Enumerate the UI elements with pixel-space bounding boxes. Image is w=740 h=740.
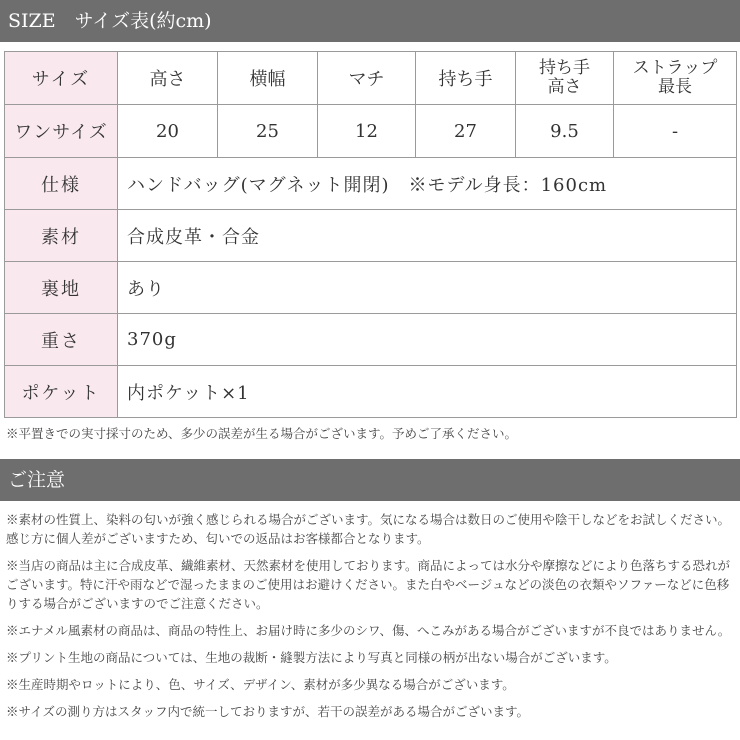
value-gusset: 12 <box>318 105 416 158</box>
caution-item: ※素材の性質上、染料の匂いが強く感じられる場合がございます。気になる場合は数日のご使用や陰干しなどをお試しください。感じ方に個人差がございますため、匂いでの返品はお客様都合となります。 <box>6 512 731 546</box>
material-label: 素材 <box>5 210 118 262</box>
weight-value: 370g <box>118 314 737 366</box>
table-row <box>5 210 737 262</box>
value-strap-max: - <box>614 105 737 158</box>
value-height: 20 <box>118 105 218 158</box>
value-handle: 27 <box>416 105 516 158</box>
size-header-label: サイズ <box>5 52 118 105</box>
col-handle-height <box>516 52 614 105</box>
measurement-note: ※平置きでの実寸採寸のため、多少の誤差が生る場合がございます。予めご了承ください。 <box>6 426 518 441</box>
caution-item: ※サイズの測り方はスタッフ内で統一しておりますが、若干の誤差がある場合がございます。 <box>6 704 530 719</box>
size-spec-table <box>4 51 737 418</box>
caution-item: ※当店の商品は主に合成皮革、繊維素材、天然素材を使用しております。商品によっては水分や摩擦などにより色落ちする恐れがございます。特に汗や雨などで湿ったままのご使用はお避けください。また白やベージュなどの淡色の衣類やソファーなどに色移りする場合がございますのでご注意ください。 <box>6 558 731 611</box>
col-handle: 持ち手 <box>416 52 516 105</box>
size-section-header <box>0 0 740 42</box>
caution-section-title: ご注意 <box>8 468 66 491</box>
weight-label: 重さ <box>5 314 118 366</box>
size-section-title: SIZE サイズ表(約cm) <box>8 9 212 32</box>
table-row <box>5 262 737 314</box>
table-row <box>5 314 737 366</box>
table-row <box>5 366 737 418</box>
pocket-label: ポケット <box>5 366 118 418</box>
caution-item: ※エナメル風素材の商品は、商品の特性上、お届け時に多少のシワ、傷、へこみがある場合がございますが不良ではありません。 <box>6 623 731 638</box>
table-row <box>5 105 737 158</box>
value-width: 25 <box>218 105 318 158</box>
caution-item: ※生産時期やロットにより、色、サイズ、デザイン、素材が多少異なる場合がございます。 <box>6 677 515 692</box>
table-header-row <box>5 52 737 105</box>
col-handle-height-text: 持ち手 高さ <box>539 58 590 97</box>
caution-list <box>6 510 736 729</box>
table-row <box>5 158 737 210</box>
pocket-value: 内ポケット×1 <box>118 366 737 418</box>
lining-label: 裏地 <box>5 262 118 314</box>
col-gusset: マチ <box>318 52 416 105</box>
caution-item: ※プリント生地の商品については、生地の裁断・縫製方法により写真と同様の柄が出ない場合がございます。 <box>6 650 617 665</box>
material-value: 合成皮革・合金 <box>118 210 737 262</box>
col-width: 横幅 <box>218 52 318 105</box>
size-name-label: ワンサイズ <box>5 105 118 158</box>
col-strap-max <box>614 52 737 105</box>
value-handle-height: 9.5 <box>516 105 614 158</box>
lining-value: あり <box>118 262 737 314</box>
spec-label: 仕様 <box>5 158 118 210</box>
col-height: 高さ <box>118 52 218 105</box>
caution-section-header <box>0 459 740 501</box>
spec-value: ハンドバッグ(マグネット開閉) ※モデル身長：160cm <box>118 158 737 210</box>
col-strap-max-text: ストラップ 最長 <box>632 58 718 97</box>
